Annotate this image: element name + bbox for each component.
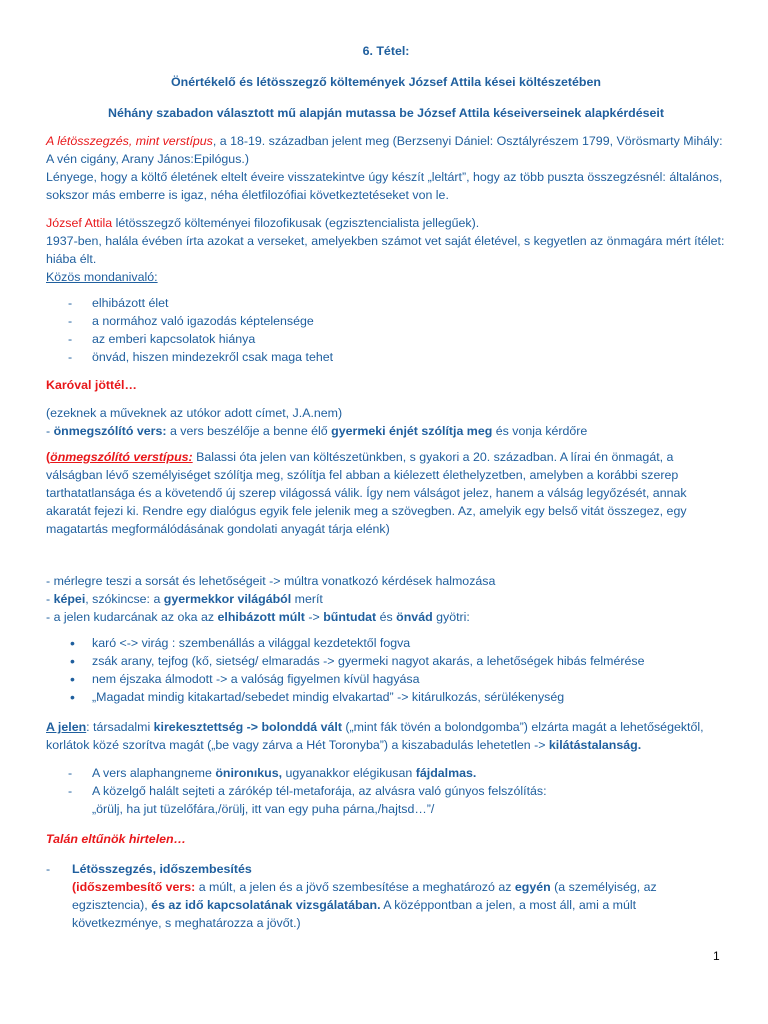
intro-lead: A létösszegzés, mint verstípus (46, 134, 213, 148)
author-name: József Attila (46, 216, 113, 230)
list-item: - a normához való igazodás képtelensége (68, 314, 314, 328)
page-task: Néhány szabadon választott mű alapján mutassa be József Attila késeiverseinek alapkérdéseit (108, 106, 664, 120)
list-item: • nem éjszaka álmodott -> a valóság figyelmen kívül hagyása (70, 671, 420, 687)
common-list (46, 294, 726, 366)
list-item: - önvád, hiszen mindezekről csak maga tehet (68, 350, 334, 364)
page-number: 1 (713, 949, 720, 963)
definition-term: önmegszólító verstípus: (50, 450, 193, 464)
list-item: • karó <-> virág : szembenállás a világgal kezdetektől fogva (70, 635, 411, 651)
intro-essence: Lényege, hogy a költő életének eltelt éveire visszatekintve úgy készít „leltárt”, hogy az több puszta összegzésnél: általános, sokszor más emberre is igaz, néha életfilozófiai következtetéseket von le. (46, 170, 723, 202)
karoval-type-line: - önmegszólító vers: a vers beszélője a benne élő gyermeki énjét szólítja meg és vonja kérdőre (46, 424, 588, 438)
definition-paragraph: (önmegszólító verstípus: Balassi óta jelen van költészetünkben, s gyakori a 20. században. A lírai én önmagát, a válságban lévő személyiséget szólítja meg, szólítja fel abban a kiélezett élethelyzetben, amelyben a korábbi szerep tarthatatlansága és a követendő új szerep világossá válik. Így nem válságot jelez, hanem a válság legyőzését, annak akaratát fejezi ki. Rendre egy dialógus egyik fele jelenik meg a szövegben. Az, amelyik egy belső vitát összegez, egy magatartás megformálódásának gondolati anyagát tárja elénk) (46, 450, 687, 536)
page-title: 6. Tétel: (362, 44, 410, 58)
karoval-note: (ezeknek a műveknek az utókor adott címet, J.A.nem) (46, 406, 343, 420)
analysis-line: - mérlegre teszi a sorsát és lehetőségeit -> múltra vonatkozó kérdések halmozása (46, 574, 496, 588)
list-item: - elhibázott élet (68, 296, 169, 310)
list-item: • „Magadat mindig kitakartad/sebedet mindig elvakartad” -> kitárulkozás, sérülékenység (70, 689, 565, 705)
tone-list (46, 764, 726, 818)
list-item: • zsák arany, tejfog (kő, sietség/ elmaradás -> gyermeki nagyot akarás, a lehetőségek hibás felmérése (70, 653, 645, 669)
section-title-talan: Talán eltűnök hirtelen… (46, 832, 186, 846)
ja-year-paragraph: 1937-ben, halála évében írta azokat a verseket, amelyekben számot vet saját életével, s kegyetlen az önmagára mért ítélet: hiába élt. (46, 234, 725, 266)
talan-list (46, 860, 726, 932)
page-subtitle: Önértékelő és létösszegző költemények József Attila kései költészetében (171, 75, 601, 89)
list-item: - A közelgő halált sejteti a zárókép tél-metaforája, az alvásra való gúnyos felszólítás: „örülj, ha jut tüzelőfára,/örülj, itt van egy puha párna,/hajtsd…”/ (68, 784, 547, 816)
page-content (46, 42, 726, 932)
present-paragraph: A jelen: társadalmi kirekesztettség -> bolonddá vált („mint fák tövén a bolondgomba”) elzárta magát a lehetőségektől, korlátok közé szorítva magát („be vagy zárva a Hét Toronyba”) a kiszabadulás lehetetlen -> kilátástalanság. (46, 720, 704, 752)
analysis-line: - képei, szókincse: a gyermekkor világából merít (46, 592, 323, 606)
list-item: - A vers alaphangneme önironıkus, ugyanakkor elégikusan fájdalmas. (68, 766, 477, 780)
analysis-line: - a jelen kudarcának az oka az elhibázott múlt -> bűntudat és önvád gyötri: (46, 610, 470, 624)
common-heading: Közös mondanivaló: (46, 270, 158, 284)
intro-paragraph: A létösszegzés, mint verstípus, a 18-19. században jelent meg (Berzsenyi Dániel: Osztályrészem 1799, Vörösmarty Mihály: A vén cigány, Arany János:Epilógus.) (46, 134, 723, 166)
section-title-karoval: Karóval jöttél… (46, 378, 137, 392)
ja-paragraph: József Attila létösszegző költeményei filozofikusak (egzisztencialista jellegűek). (46, 216, 480, 230)
list-item: - az emberi kapcsolatok hiánya (68, 332, 256, 346)
motif-list (46, 634, 726, 706)
list-item: - Létösszegzés, időszembesítés (időszembesítő vers: a múlt, a jelen és a jövő szembesítése a meghatározó az egyén (a személyiség, az egzisztencia), és az idő kapcsolatának vizsgálatában. A középpontban a jelen, a most áll, ami a múlt következménye, s meghatározza a jövőt.) (46, 862, 657, 930)
